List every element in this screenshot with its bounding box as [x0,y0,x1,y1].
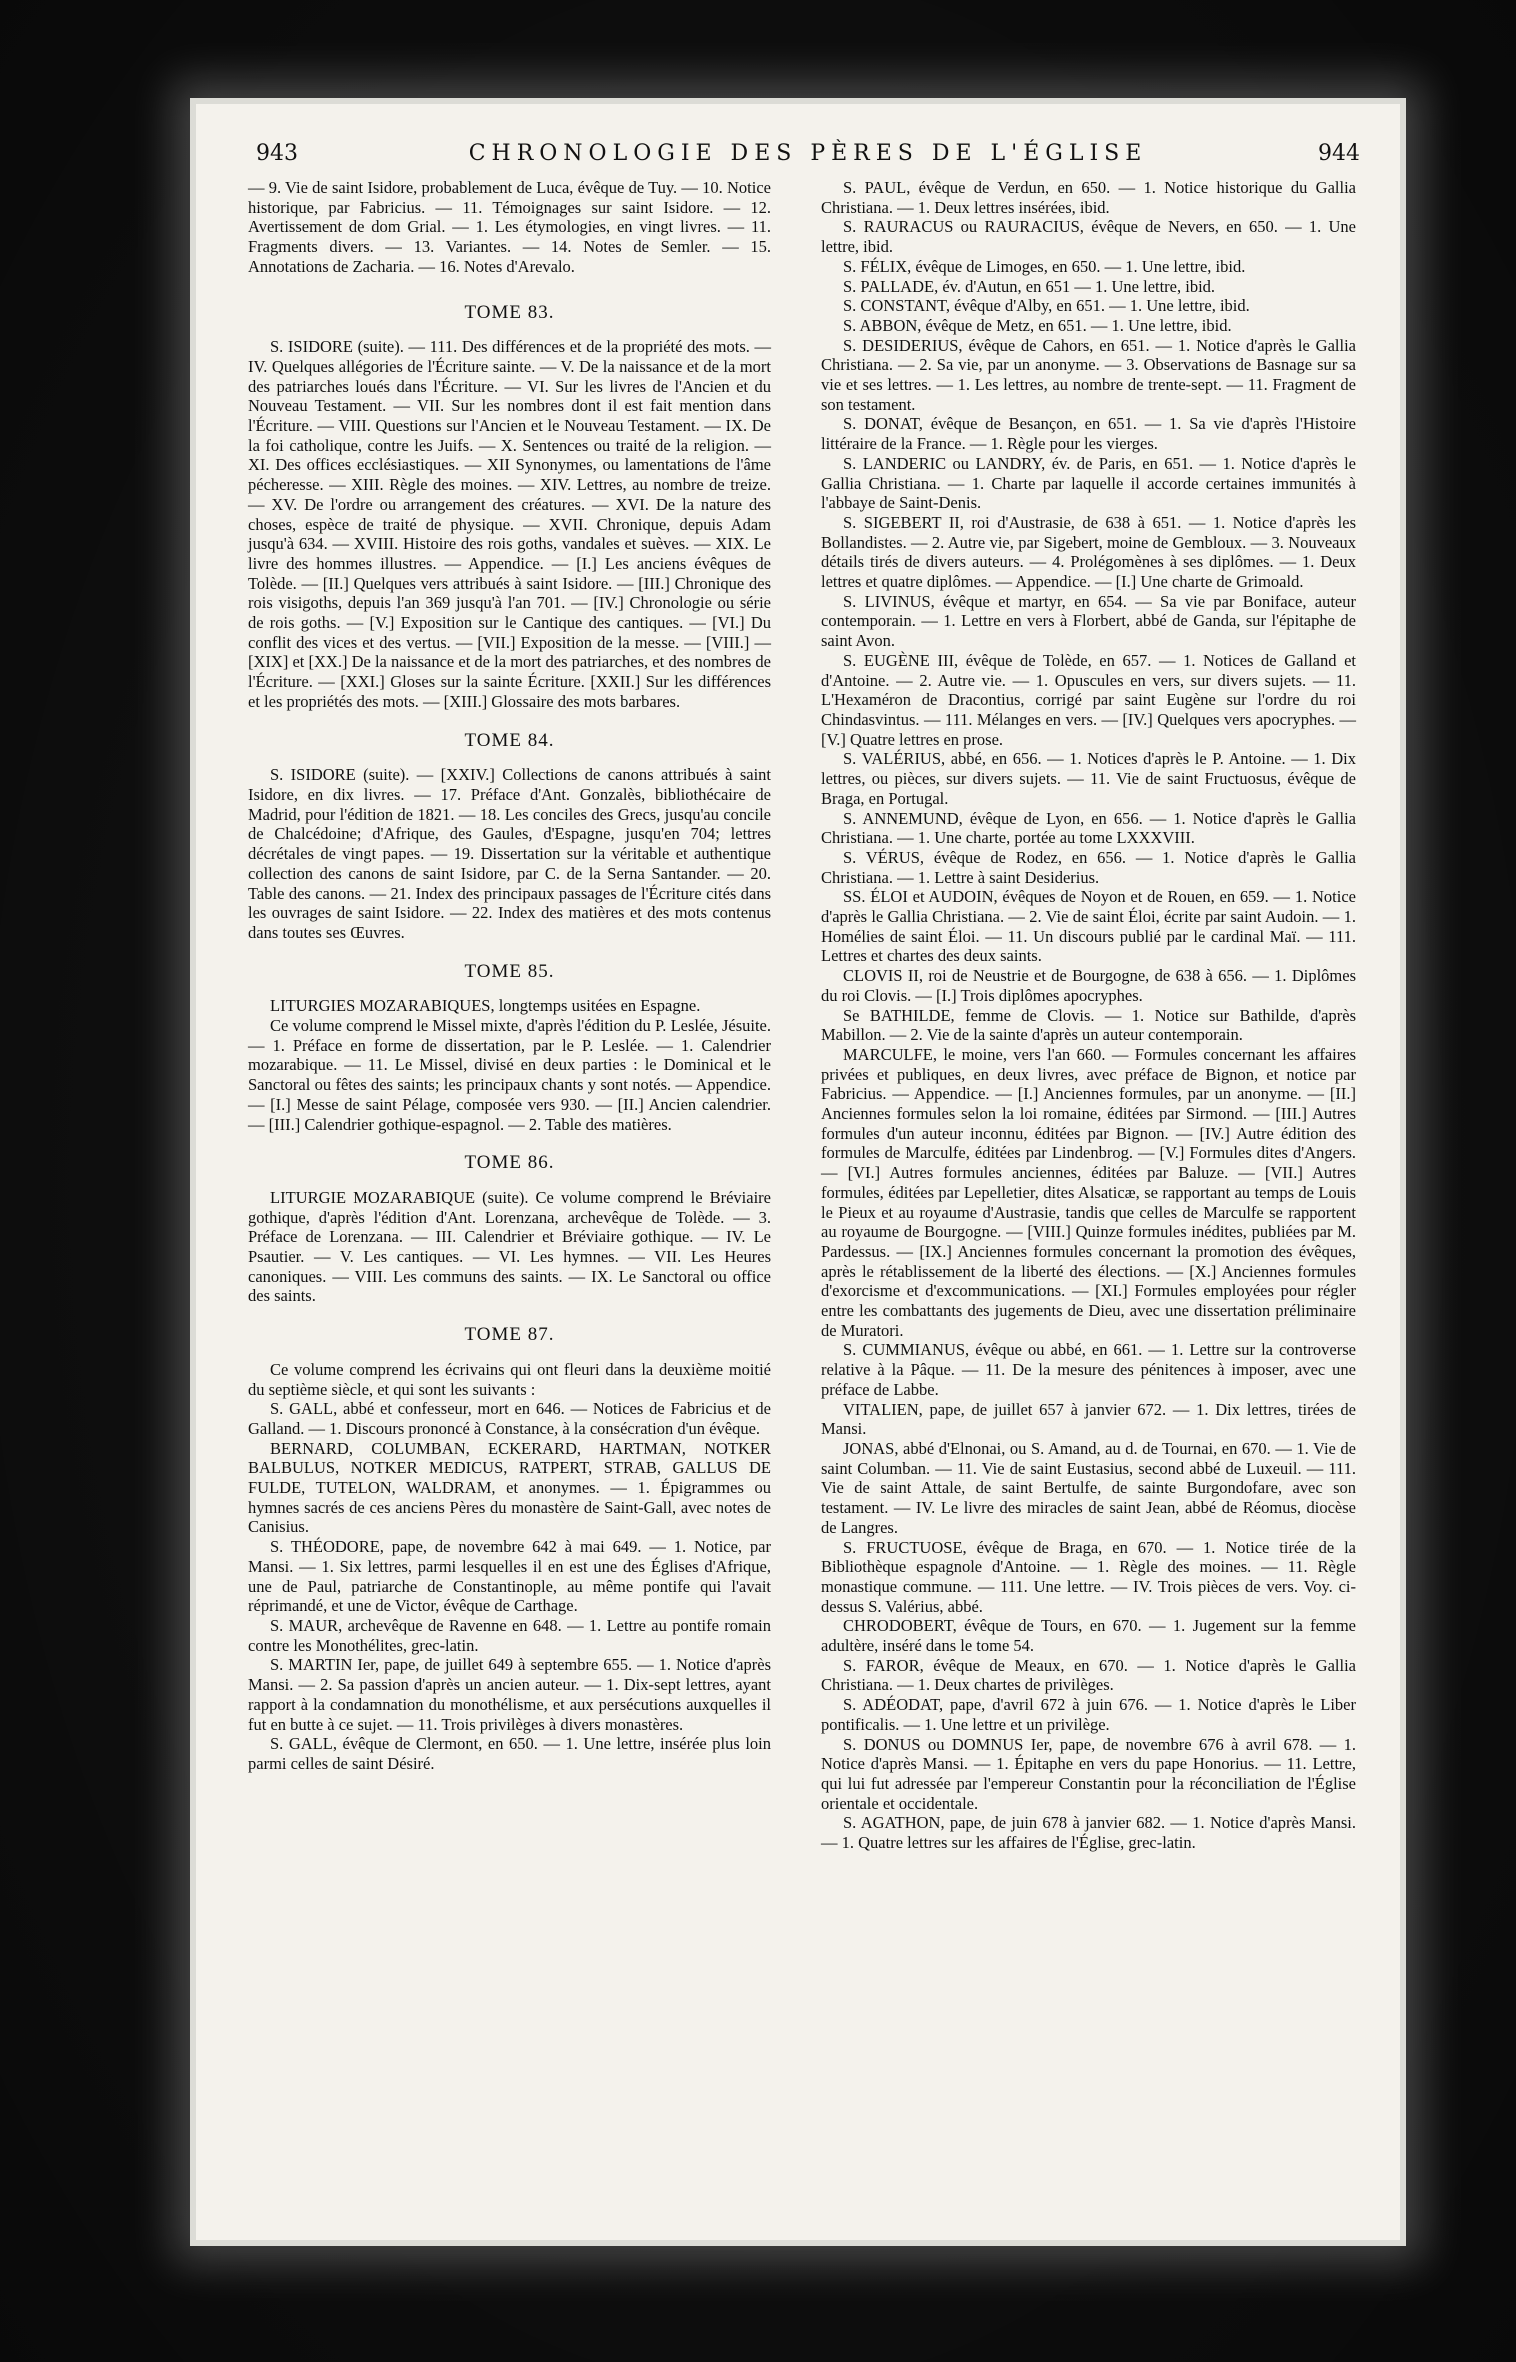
right-paragraph: S. ANNEMUND, évêque de Lyon, en 656. — 1. Notice d'après le Gallia Christiana. — 1. Une charte, portée au tome LXXXVIII. [821,808,1356,848]
right-paragraph: JONAS, abbé d'Elnonai, ou S. Amand, au d. de Tournai, en 670. — 1. Vie de saint Columban. — 11. Vie de saint Eustasius, second abbé de Luxeuil. — 111. Vie de saint Attale, de saint Bertulfe, de sainte Burgondofare, avec son testament. — IV. Le livre des miracles de saint Jean, abbé de Réomus, diocèse de Langres. [821,1439,1356,1537]
right-paragraph: S. DONUS ou DOMNUS Ier, pape, de novembre 676 à avril 678. — 1. Notice d'après Mansi. — 1. Épitaphe en vers du pape Honorius. — 11. Lettre, qui lui fut adressée par l'empereur Constantin pour la réconciliation de l'Église orientale et occidentale. [821,1734,1356,1813]
tome-83-text: S. ISIDORE (suite). — 111. Des différences et de la propriété des mots. — IV. Quelques allégories de l'Écriture sainte. — V. De la naissance et de la mort des patriarches loués dans l'Écriture. — VI. Sur les livres de l'Ancien et du Nouveau Testament. — VII. Sur les nombres dont il est fait mention dans l'Écriture. — VIII. Questions sur l'Ancien et le Nouveau Testament. — IX. De la foi catholique, contre les Juifs. — X. Sentences ou traité de la religion. — XI. Des offices ecclésiastiques. — XII Synonymes, ou lamentations de l'âme pécheresse. — XIII. Règle des moines. — XIV. Lettres, au nombre de treize. — XV. De l'ordre ou arrangement des créatures. — XVI. De la nature des choses, espèce de traité de physique. — XVII. Chronique, depuis Adam jusqu'à 634. — XVIII. Histoire des rois goths, vandales et suèves. — XIX. Le livre des hommes illustres. — Appendice. — [I.] Les anciens évêques de Tolède. — [II.] Quelques vers attribués à saint Isidore. — [III.] Chronique des rois visigoths, depuis l'an 369 jusqu'à l'an 701. — [IV.] Chronologie ou série de rois goths. — [V.] Exposition sur le Cantique des cantiques. — [VI.] Du conflit des vices et des vertus. — [VII.] Exposition de la messe. — [VIII.] — [XIX] et [XX.] De la naissance et de la mort des patriarches, et des nombres de l'Écriture. — [XXI.] Gloses sur la sainte Écriture. [XXII.] Sur les différences et les propriétés des mots. — [XIII.] Glossaire des mots barbares. [248,337,771,711]
right-paragraph: S. ABBON, évêque de Metz, en 651. — 1. Une lettre, ibid. [843,315,1232,335]
right-paragraph: S. LIVINUS, évêque et martyr, en 654. — Sa vie par Boniface, auteur contemporain. — 1. Lettre en vers à Florbert, abbé de Ganda, sur l'épitaphe de saint Avon. [821,591,1356,651]
tome-87-p: S. GALL, abbé et confesseur, mort en 646. — Notices de Fabricius et de Galland. — 1. Discours prononcé à Constance, à la consécration d'un évêque. [248,1399,771,1438]
right-paragraph: S. SIGEBERT II, roi d'Austrasie, de 638 à 651. — 1. Notice d'après les Bollandistes. — 2. Autre vie, par Sigebert, moine de Gembloux. — 3. Nouveaux détails tirés de divers auteurs. — 4. Prolégomènes à ses diplômes. — 1. Deux lettres et quatre diplômes. — Appendice. — [I.] Une charte de Grimoald. [821,512,1356,592]
right-paragraph: S. FRUCTUOSE, évêque de Braga, en 670. — 1. Notice tirée de la Bibliothèque espagnole d'Antoine. — 1. Règle des moines. — 11. Règle monastique commune. — 111. Une lettre. — IV. Trois pièces de vers. Voy. ci-dessus S. Valérius, abbé. [821,1537,1356,1616]
right-paragraph: S. VALÉRIUS, abbé, en 656. — 1. Notices d'après le P. Antoine. — 1. Dix lettres, ou pièces, sur divers sujets. — 11. Vie de saint Fructuosus, évêque de Braga, en Portugal. [821,749,1356,808]
tome-87-p: S. GALL, évêque de Clermont, en 650. — 1. Une lettre, insérée plus loin parmi celles de saint Désiré. [248,1734,771,1773]
right-paragraph: CHRODOBERT, évêque de Tours, en 670. — 1. Jugement sur la femme adultère, inséré dans le tome 54. [821,1616,1356,1656]
right-paragraph: S. PAUL, évêque de Verdun, en 650. — 1. Notice historique du Gallia Christiana. — 1. Deux lettres insérées, ibid. [821,178,1356,217]
tome-86-text: LITURGIE MOZARABIQUE (suite). Ce volume comprend le Bréviaire gothique, d'après l'édition d'Ant. Lorenzana, archevêque de Tolède. — 3. Préface de Lorenzana. — III. Calendrier et Bréviaire gothique. — IV. Le Psautier. — V. Les cantiques. — VI. Les hymnes. — VII. Les Heures canoniques. — VIII. Les communs des saints. — IX. Le Sanctoral ou office des saints. [248,1187,771,1306]
right-paragraph: CLOVIS II, roi de Neustrie et de Bourgogne, de 638 à 656. — 1. Diplômes du roi Clovis. — [I.] Trois diplômes apocryphes. [821,966,1356,1005]
tome-87-p: S. MAUR, archevêque de Ravenne en 648. — 1. Lettre au pontife romain contre les Monothélites, grec-latin. [248,1616,771,1655]
right-paragraph: S. RAURACUS ou RAURACIUS, évêque de Nevers, en 650. — 1. Une lettre, ibid. [821,217,1356,257]
running-title: CHRONOLOGIE DES PÈRES DE L'ÉGLISE [468,141,1148,166]
tome-85-heading: TOME 85. [464,960,555,982]
running-head [256,126,1360,166]
right-paragraph: S. VÉRUS, évêque de Rodez, en 656. — 1. Notice d'après le Gallia Christiana. — 1. Lettre à saint Desiderius. [821,847,1356,887]
tome-85-p1: LITURGIES MOZARABIQUES, longtemps usitées en Espagne. [270,996,701,1016]
right-paragraph: S. FÉLIX, évêque de Limoges, en 650. — 1. Une lettre, ibid. [843,256,1246,276]
right-paragraph: VITALIEN, pape, de juillet 657 à janvier 672. — 1. Dix lettres, tirées de Mansi. [821,1399,1356,1439]
right-paragraph: S. DONAT, évêque de Besançon, en 651. — 1. Sa vie d'après l'Histoire littéraire de la France. — 1. Règle pour les vierges. [821,414,1356,454]
right-paragraph: S. PALLADE, év. d'Autun, en 651 — 1. Une lettre, ibid. [843,276,1216,296]
tome-83-heading: TOME 83. [464,301,555,323]
right-paragraph: S. EUGÈNE III, évêque de Tolède, en 657. — 1. Notices de Galland et d'Antoine. — 2. Autre vie. — 1. Opuscules en vers, sur divers sujets. — 11. L'Hexaméron de Dracontius, corrigé par saint Eugène sur l'ordre du roi Chindasvintus. — 111. Mélanges en vers. — [IV.] Quelques vers apocryphes. — [V.] Quatre lettres en prose. [821,650,1356,749]
tome-86-heading: TOME 86. [464,1152,555,1174]
right-paragraph: S. ADÉODAT, pape, d'avril 672 à juin 676. — 1. Notice d'après le Liber pontificalis. — 1. Une lettre et un privilège. [821,1695,1356,1734]
tome-87-heading: TOME 87. [464,1324,555,1346]
right-page-number: 944 [1317,141,1360,166]
right-column [821,178,1356,1853]
right-paragraph: MARCULFE, le moine, vers l'an 660. — Formules concernant les affaires privées et publiques, en deux livres, avec préface de Bignon, et notice par Fabricius. — Appendice. — [I.] Anciennes formules, par un anonyme. — [II.] Anciennes formules selon la loi romaine, éditées par Sirmond. — [III.] Autres formules d'un auteur inconnu, éditées par Bignon. — [IV.] Autre édition des formules de Marculfe, éditées par Lindenbrog. — [V.] Formules dites d'Angers. — [VI.] Autres formules anciennes, éditées par Baluze. — [VII.] Autres formules, éditées par Lepelletier, dites Alsaticæ, se rapportant au temps de Louis le Pieux et au royaume d'Austrasie, tandis que celles de Marculfe se rapportent au royaume de Bourgogne. — [VIII.] Quinze formules inédites, publiées par M. Pardessus. — [IX.] Anciennes formules concernant la promotion des évêques, après le rétablissement de la liberté des élections. — [X.] Anciennes formules d'exorcisme et d'excommunications. — [XI.] Formules employées pour régler entre les combattants des jugements de Dieu, avec une dissertation préliminaire de Muratori. [821,1044,1356,1340]
tome-85-p2: Ce volume comprend le Missel mixte, d'après l'édition du P. Leslée, Jésuite. — 1. Préface en forme de dissertation, par le P. Leslée. — 1. Calendrier mozarabique. — 11. Le Missel, divisé en deux parties : le Dominical et le Sanctoral ou fêtes des saints; les principaux chants y sont notés. — Appendice. — [I.] Messe de saint Pélage, composée vers 930. — [II.] Ancien calendrier. — [III.] Calendrier gothique-espagnol. — 2. Table des matières. [248,1016,771,1134]
right-paragraph: Se BATHILDE, femme de Clovis. — 1. Notice sur Bathilde, d'après Mabillon. — 2. Vie de la sainte d'après un auteur contemporain. [821,1005,1356,1045]
tome-84-heading: TOME 84. [464,729,555,751]
right-paragraph: S. AGATHON, pape, de juin 678 à janvier 682. — 1. Notice d'après Mansi. — 1. Quatre lettres sur les affaires de l'Église, grec-latin. [821,1813,1356,1853]
right-paragraph: S. FAROR, évêque de Meaux, en 670. — 1. Notice d'après le Gallia Christiana. — 1. Deux chartes de privilèges. [821,1655,1356,1695]
tome-84-text: S. ISIDORE (suite). — [XXIV.] Collections de canons attribués à saint Isidore, en dix livres. — 17. Préface d'Ant. Gonzalès, bibliothécaire de Madrid, pour l'édition de 1821. — 18. Les conciles des Grecs, jusqu'au concile de Chalcédoine; d'Afrique, des Gaules, d'Espagne, jusqu'en 704; lettres décrétales de vingt papes. — 19. Dissertation sur la véritable et authentique collection des canons de saint Isidore, par C. de la Serna Santander. — 20. Table des canons. — 21. Index des principaux passages de l'Écriture cités dans les ouvrages de saint Isidore. — 22. Index des matières et des mots contenus dans toutes ses Œuvres. [248,765,771,942]
right-paragraph: S. CONSTANT, évêque d'Alby, en 651. — 1. Une lettre, ibid. [843,296,1250,316]
right-paragraph: SS. ÉLOI et AUDOIN, évêques de Noyon et de Rouen, en 659. — 1. Notice d'après le Gallia Christiana. — 2. Vie de saint Éloi, écrite par saint Audoin. — 1. Homélies de saint Éloi. — 11. Un discours publié par le cardinal Maï. — 111. Lettres et chartes des deux saints. [821,887,1356,966]
tome-87-p: S. MARTIN Ier, pape, de juillet 649 à septembre 655. — 1. Notice d'après Mansi. — 2. Sa passion d'après un ancien auteur. — 1. Dix-sept lettres, ayant rapport à la condamnation du monothélisme, et aux persécutions auxquelles il fut en butte à ce sujet. — 11. Trois privilèges à divers monastères. [248,1655,771,1734]
left-column [248,178,771,1774]
tome-87-p: BERNARD, COLUMBAN, ECKERARD, HARTMAN, NOTKER BALBULUS, NOTKER MEDICUS, RATPERT, STRAB, GALLUS DE FULDE, TUTELON, WALDRAM, et anonymes. — 1. Épigrammes ou hymnes sacrés de ces anciens Pères du monastère de Saint-Gall, avec notes de Canisius. [248,1438,771,1537]
intro-paragraph: — 9. Vie de saint Isidore, probablement de Luca, évêque de Tuy. — 10. Notice historique, par Fabricius. — 11. Témoignages sur saint Isidore. — 12. Avertissement de dom Grial. — 1. Les étymologies, en vingt livres. — 11. Fragments divers. — 13. Variantes. — 14. Notes de Semler. — 15. Annotations de Zacharia. — 16. Notes d'Arevalo. [248,178,771,276]
right-paragraph: S. DESIDERIUS, évêque de Cahors, en 651. — 1. Notice d'après le Gallia Christiana. — 2. Sa vie, par un anonyme. — 3. Observations de Basnage sur sa vie et ses lettres. — 1. Les lettres, au nombre de trente-sept. — 11. Fragment de son testament. [821,335,1356,414]
tome-87-p: S. THÉODORE, pape, de novembre 642 à mai 649. — 1. Notice, par Mansi. — 1. Six lettres, parmi lesquelles il en est une des Églises d'Afrique, une de Paul, patriarche de Constantinople, au même pontife qui l'avait réprimandé, et une de Victor, évêque de Carthage. [248,1537,771,1616]
left-page-number: 943 [256,141,298,166]
tome-87-p: Ce volume comprend les écrivains qui ont fleuri dans la deuxième moitié du septième siècle, et qui sont les suivants : [248,1359,771,1399]
right-paragraph: S. LANDERIC ou LANDRY, év. de Paris, en 651. — 1. Notice d'après le Gallia Christiana. — 1. Charte par laquelle il accorde certaines immunités à l'abbaye de Saint-Denis. [821,453,1356,513]
document-page [196,104,1400,2240]
right-paragraph: S. CUMMIANUS, évêque ou abbé, en 661. — 1. Lettre sur la controverse relative à la Pâque. — 11. De la mesure des pénitences à imposer, avec une préface de Labbe. [821,1340,1356,1399]
